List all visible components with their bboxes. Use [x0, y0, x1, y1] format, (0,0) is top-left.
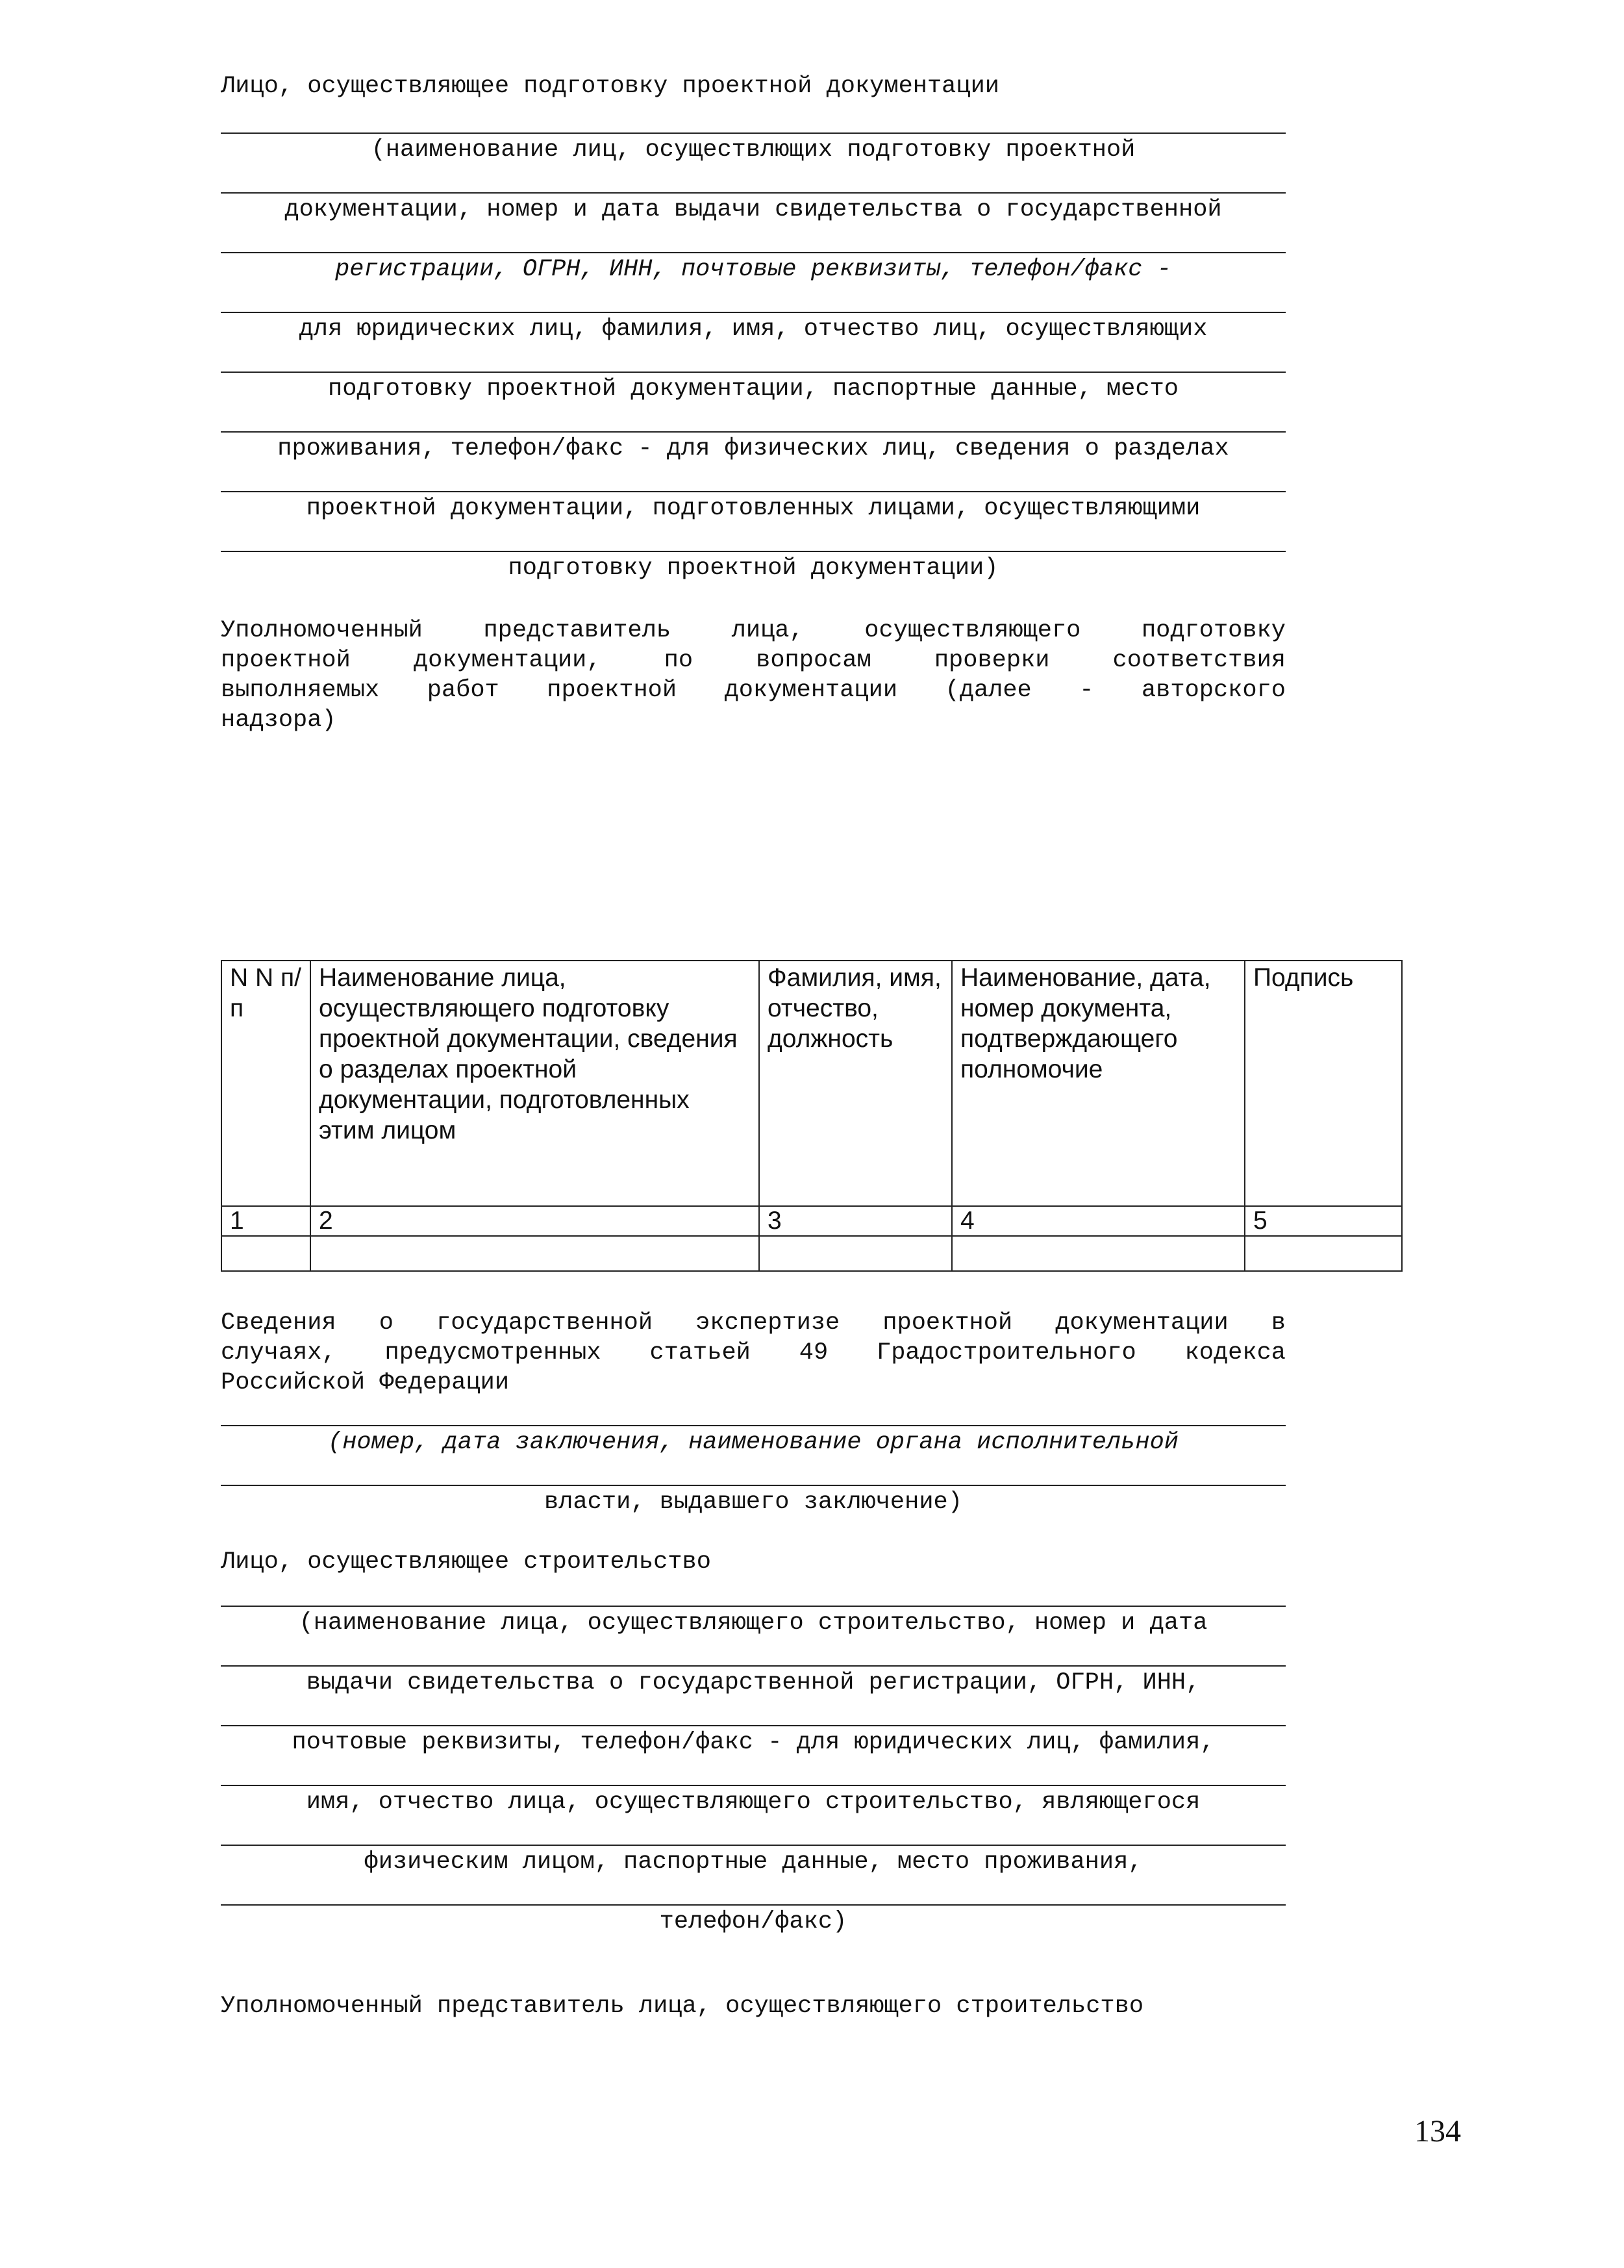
design-caption-line: для юридических лиц, фамилия, имя, отчество лиц, осуществляющих — [299, 316, 1208, 343]
construction-caption-line: выдачи свидетельства о государственной регистрации, ОГРН, ИНН, — [306, 1669, 1201, 1696]
fill-line — [221, 1425, 1286, 1426]
construction-caption-line: (наименование лица, осуществляющего строительство, номер и дата — [299, 1609, 1208, 1637]
fill-line — [221, 1785, 1286, 1786]
fill-line — [221, 372, 1286, 373]
design-heading: Лицо, осуществляющее подготовку проектной документации — [221, 73, 999, 100]
construction-heading: Лицо, осуществляющее строительство — [221, 1548, 711, 1576]
representative-line: Уполномоченный представитель лица, осуществляющего подготовку — [221, 617, 1286, 644]
column-number-cell: 2 — [310, 1206, 759, 1236]
page-number: 134 — [1414, 2114, 1461, 2148]
expertise-paragraph — [221, 1308, 1286, 1398]
representative-line: выполняемых работ проектной документации (далее - авторского — [221, 677, 1286, 704]
fill-line — [221, 551, 1286, 552]
fill-line — [221, 1606, 1286, 1607]
column-number-cell: 3 — [759, 1206, 952, 1236]
column-number-cell: 5 — [1245, 1206, 1402, 1236]
column-number-cell: 4 — [952, 1206, 1245, 1236]
design-caption-line: (наименование лиц, осуществлющих подготовку проектной — [371, 136, 1136, 164]
table-header-row — [221, 961, 1402, 1206]
header-cell-person: Фамилия, имя, отчество, должность — [759, 961, 952, 1206]
fill-line — [221, 1725, 1286, 1726]
header-cell-organization: Наименование лица, осуществляющего подготовку проектной документации, сведения о разделах проектной документации, подготовленных этим лицом — [310, 961, 759, 1206]
header-cell-signature: Подпись — [1245, 961, 1402, 1206]
design-caption-line: регистрации, ОГРН, ИНН, почтовые реквизиты, телефон/факс - — [335, 256, 1171, 283]
representative-line: проектной документации, по вопросам проверки соответствия — [221, 647, 1286, 674]
fill-line — [221, 192, 1286, 194]
fill-line — [221, 1485, 1286, 1486]
expertise-caption-line: (номер, дата заключения, наименование органа исполнительной — [327, 1429, 1179, 1456]
design-caption-line: подготовку проектной документации) — [508, 555, 999, 582]
empty-cell — [759, 1236, 952, 1271]
construction-caption-line: физическим лицом, паспортные данные, место проживания, — [364, 1848, 1143, 1876]
header-cell-number: N N п/п — [221, 961, 310, 1206]
construction-caption-line: имя, отчество лица, осуществляющего строительство, являющегося — [306, 1789, 1201, 1816]
expertise-line: Российской Федерации — [221, 1369, 510, 1396]
fill-line — [221, 312, 1286, 313]
empty-cell — [952, 1236, 1245, 1271]
expertise-line: случаях, предусмотренных статьей 49 Градостроительного кодекса — [221, 1339, 1286, 1367]
table-number-row — [221, 1206, 1402, 1236]
supervision-table — [221, 960, 1403, 1272]
empty-cell — [1245, 1236, 1402, 1271]
column-number-cell: 1 — [221, 1206, 310, 1236]
expertise-line: Сведения о государственной экспертизе проектной документации в — [221, 1309, 1286, 1337]
fill-line — [221, 431, 1286, 433]
design-representative-paragraph — [221, 616, 1286, 735]
fill-line — [221, 1665, 1286, 1667]
fill-line — [221, 252, 1286, 253]
representative-line: надзора) — [221, 707, 336, 734]
fill-line — [221, 132, 1286, 134]
design-caption-line: документации, номер и дата выдачи свидетельства о государственной — [284, 196, 1222, 223]
construction-caption-line: почтовые реквизиты, телефон/факс - для юридических лиц, фамилия, — [292, 1729, 1215, 1756]
construction-representative: Уполномоченный представитель лица, осуществляющего строительство — [221, 1993, 1144, 2020]
design-caption-line: проектной документации, подготовленных лицами, осуществляющими — [306, 495, 1201, 522]
fill-line — [221, 491, 1286, 492]
header-cell-authority-document: Наименование, дата, номер документа, подтверждающего полномочие — [952, 961, 1245, 1206]
design-caption-line: подготовку проектной документации, паспортные данные, место — [327, 375, 1179, 403]
construction-caption-line: телефон/факс) — [659, 1908, 847, 1935]
empty-cell — [310, 1236, 759, 1271]
design-caption-line: проживания, телефон/факс - для физических лиц, сведения о разделах — [277, 435, 1229, 462]
fill-line — [221, 1904, 1286, 1906]
expertise-caption-line: власти, выдавшего заключение) — [544, 1489, 962, 1516]
empty-cell — [221, 1236, 310, 1271]
fill-line — [221, 1845, 1286, 1846]
table-empty-row — [221, 1236, 1402, 1271]
